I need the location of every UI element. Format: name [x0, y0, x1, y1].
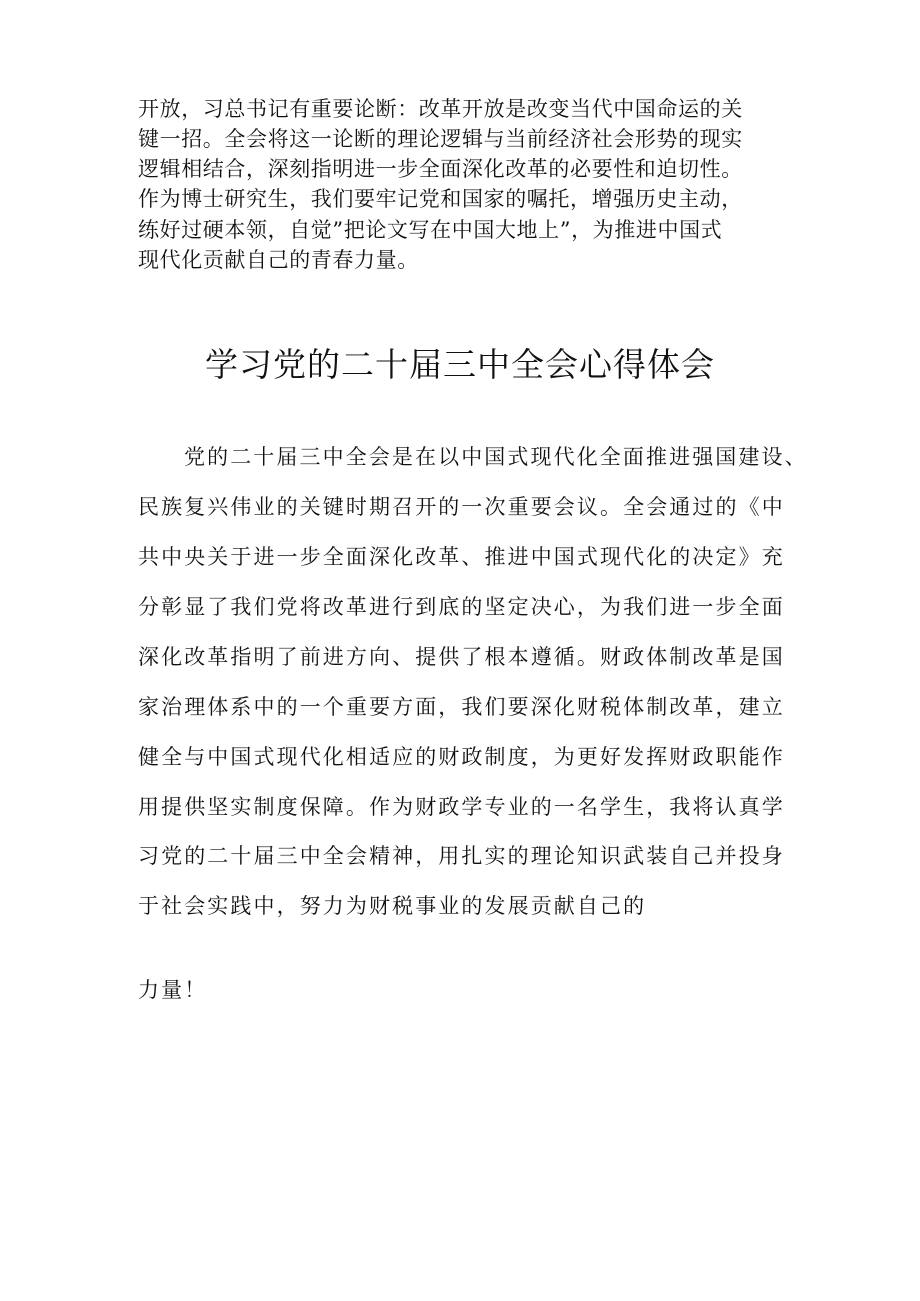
- closing-line: 力量！: [138, 978, 208, 1002]
- paragraph-line: 习党的二十届三中全会精神，用扎实的理论知识武装自己并投身: [138, 844, 785, 868]
- paragraph-line: 开放，习总书记有重要论断：改革开放是改变当代中国命运的关: [138, 97, 743, 121]
- paragraph-line: 于社会实践中，努力为财税事业的发展贡献自己的: [138, 894, 647, 918]
- paragraph-line: 深化改革指明了前进方向、提供了根本遵循。财政体制改革是国: [138, 645, 785, 669]
- paragraph-line: 分彰显了我们党将改革进行到底的坚定决心，为我们进一步全面: [138, 595, 785, 619]
- paragraph-line: 作为博士研究生，我们要牢记党和国家的嘱托，增强历史主动，: [138, 187, 743, 211]
- paragraph-line: 练好过硬本领，自觉”把论文写在中国大地上”，为推进中国式: [138, 218, 723, 242]
- paragraph-line: 家治理体系中的一个重要方面，我们要深化财税体制改革，建立: [138, 695, 785, 719]
- paragraph-line: 民族复兴伟业的关键时期召开的一次重要会议。全会通过的《中: [138, 495, 785, 519]
- paragraph-line: 共中央关于进一步全面深化改革、推进中国式现代化的决定》充: [138, 545, 785, 569]
- paragraph-line: 用提供坚实制度保障。作为财政学专业的一名学生，我将认真学: [138, 795, 785, 819]
- paragraph-line: 现代化贡献自己的青春力量。: [138, 248, 419, 272]
- essay-title: 学习党的二十届三中全会心得体会: [205, 345, 715, 384]
- paragraph-line: 党的二十届三中全会是在以中国式现代化全面推进强国建设、: [184, 445, 808, 469]
- paragraph-line: 键一招。全会将这一论断的理论逻辑与当前经济社会形势的现实: [138, 127, 743, 151]
- paragraph-line: 健全与中国式现代化相适应的财政制度，为更好发挥财政职能作: [138, 745, 785, 769]
- paragraph-line: 逻辑相结合，深刻指明进一步全面深化改革的必要性和迫切性。: [138, 157, 743, 181]
